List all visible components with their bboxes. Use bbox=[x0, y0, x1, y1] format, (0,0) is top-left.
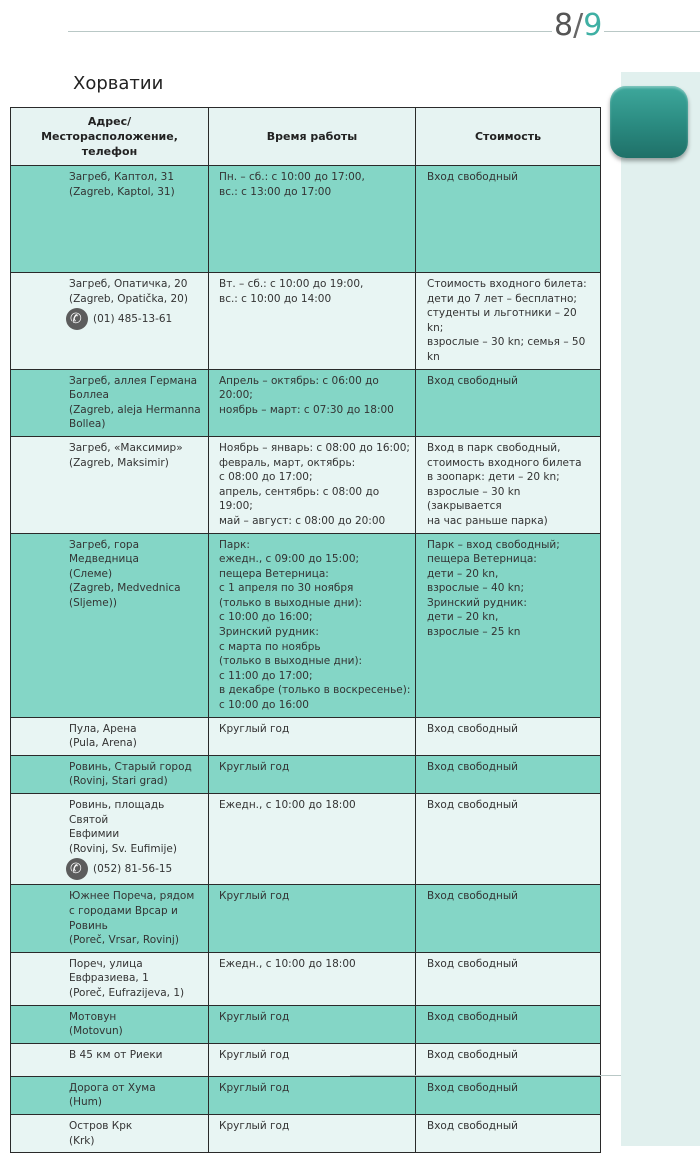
cell-address bbox=[11, 755, 209, 793]
cell-address bbox=[11, 273, 209, 370]
table-row bbox=[11, 533, 601, 717]
cell-cost: Вход свободный bbox=[416, 952, 601, 1005]
cell-hours: Круглый год bbox=[209, 1076, 416, 1114]
cell-hours: Пн. – сб.: с 10:00 до 17:00, вс.: с 13:00 до 17:00 bbox=[209, 166, 416, 273]
cell-cost: Вход свободный bbox=[416, 1005, 601, 1043]
table-row bbox=[11, 273, 601, 370]
address-text: Пула, Арена (Pula, Arena) bbox=[69, 722, 137, 750]
phone-line bbox=[69, 308, 204, 330]
header-cost: Стоимость bbox=[416, 108, 601, 166]
cell-hours: Круглый год bbox=[209, 1114, 416, 1152]
table-row bbox=[11, 369, 601, 436]
cell-cost: Вход в парк свободный, стоимость входного билета в зоопарк: дети – 20 kn; взрослые – 30 kn (закрывается на час раньше парка) bbox=[416, 436, 601, 533]
table-row bbox=[11, 952, 601, 1005]
header-rule-right bbox=[604, 31, 700, 32]
table-row bbox=[11, 1043, 601, 1076]
table-row bbox=[11, 1005, 601, 1043]
cell-hours: Парк: ежедн., с 09:00 до 15:00; пещера Ветерница: с 1 апреля по 30 ноября (только в выходные дни): с 10:00 до 16:00; Зринский рудник: с марта по ноябрь (только в выходные дни): с 11:00 до 17:00; в декабре (только в воскресенье): с 10:00 до 16:00 bbox=[209, 533, 416, 717]
table-row bbox=[11, 885, 601, 952]
header-address: Адрес/ Месторасположение, телефон bbox=[11, 108, 209, 166]
address-text: Ровинь, площадь Святой Евфимии (Rovinj, Sv. Eufimije) bbox=[69, 799, 177, 855]
cell-cost: Вход свободный bbox=[416, 1076, 601, 1114]
cell-address bbox=[11, 794, 209, 885]
cell-cost: Вход свободный bbox=[416, 1043, 601, 1076]
cell-hours: Круглый год bbox=[209, 1043, 416, 1076]
cell-address bbox=[11, 1005, 209, 1043]
phone-line bbox=[69, 858, 204, 880]
table-body bbox=[11, 166, 601, 1153]
phone-icon bbox=[66, 858, 88, 880]
cell-address bbox=[11, 1076, 209, 1114]
address-text: Загреб, «Максимир» (Zagreb, Maksimir) bbox=[69, 441, 183, 469]
cell-address bbox=[11, 166, 209, 273]
table-row bbox=[11, 1076, 601, 1114]
table-row bbox=[11, 436, 601, 533]
cell-hours: Вт. – сб.: с 10:00 до 19:00, вс.: с 10:00 до 14:00 bbox=[209, 273, 416, 370]
side-tab-button[interactable] bbox=[610, 86, 688, 158]
cell-hours: Круглый год bbox=[209, 1005, 416, 1043]
cell-hours: Ежедн., с 10:00 до 18:00 bbox=[209, 952, 416, 1005]
cell-hours: Круглый год bbox=[209, 885, 416, 952]
address-text: Южнее Пореча, рядом с городами Врсар и Ровинь (Poreč, Vrsar, Rovinj) bbox=[69, 890, 195, 947]
address-text: Загреб, гора Медведница (Слеме) (Zagreb, Medvednica (Sljeme)) bbox=[69, 538, 181, 609]
cell-hours: Апрель – октябрь: с 06:00 до 20:00; ноябрь – март: с 07:30 до 18:00 bbox=[209, 369, 416, 436]
cell-address bbox=[11, 369, 209, 436]
address-text: Остров Крк (Krk) bbox=[69, 1119, 133, 1147]
header-rule bbox=[68, 31, 552, 32]
cell-hours: Ежедн., с 10:00 до 18:00 bbox=[209, 794, 416, 885]
header-hours: Время работы bbox=[209, 108, 416, 166]
cell-address bbox=[11, 952, 209, 1005]
section-title: Хорватии bbox=[73, 73, 164, 94]
table-header-row bbox=[11, 108, 601, 166]
sites-table bbox=[10, 107, 601, 1153]
cell-address bbox=[11, 717, 209, 755]
page-number bbox=[554, 8, 602, 44]
page-current: 8 bbox=[554, 8, 574, 43]
address-text: Загреб, Каптол, 31 (Zagreb, Kaptol, 31) bbox=[69, 171, 175, 198]
cell-cost: Вход свободный bbox=[416, 794, 601, 885]
table-row bbox=[11, 166, 601, 273]
page-total: 9 bbox=[583, 8, 603, 43]
cell-cost: Вход свободный bbox=[416, 885, 601, 952]
address-text: Мотовун (Motovun) bbox=[69, 1010, 123, 1038]
phone-number: (01) 485-13-61 bbox=[93, 312, 173, 325]
cell-cost: Парк – вход свободный; пещера Ветерница: дети – 20 kn, взрослые – 40 kn; Зринский рудник: дети – 20 kn, взрослые – 25 kn bbox=[416, 533, 601, 717]
footer-rule bbox=[350, 1075, 621, 1076]
cell-cost: Вход свободный bbox=[416, 755, 601, 793]
address-text: Дорога от Хума (Hum) bbox=[69, 1081, 156, 1109]
cell-address bbox=[11, 533, 209, 717]
cell-address bbox=[11, 885, 209, 952]
phone-icon bbox=[66, 308, 88, 330]
address-text: Ровинь, Старый город (Rovinj, Stari grad) bbox=[69, 760, 192, 788]
cell-cost: Вход свободный bbox=[416, 166, 601, 273]
table-row bbox=[11, 1114, 601, 1152]
page-separator: / bbox=[573, 8, 584, 43]
cell-hours: Круглый год bbox=[209, 755, 416, 793]
cell-hours: Круглый год bbox=[209, 717, 416, 755]
table-row bbox=[11, 755, 601, 793]
cell-cost: Вход свободный bbox=[416, 717, 601, 755]
address-text: Пореч, улица Евфразиева, 1 (Poreč, Eufrazijeva, 1) bbox=[69, 957, 185, 999]
phone-number: (052) 81-56-15 bbox=[93, 863, 173, 876]
address-text: Загреб, Опатичка, 20 (Zagreb, Opatička, 20) bbox=[69, 278, 188, 305]
cell-cost: Вход свободный bbox=[416, 1114, 601, 1152]
cell-hours: Ноябрь – январь: с 08:00 до 16:00; февраль, март, октябрь: с 08:00 до 17:00; апрель, сентябрь: с 08:00 до 19:00; май – август: с 08:00 до 20:00 bbox=[209, 436, 416, 533]
cell-cost: Вход свободный bbox=[416, 369, 601, 436]
cell-address bbox=[11, 1114, 209, 1152]
address-text: В 45 км от Риеки bbox=[69, 1048, 163, 1061]
table-row bbox=[11, 794, 601, 885]
cell-address bbox=[11, 436, 209, 533]
cell-cost: Стоимость входного билета: дети до 7 лет – бесплатно; студенты и льготники – 20 kn; взрослые – 30 kn; семья – 50 kn bbox=[416, 273, 601, 370]
cell-address bbox=[11, 1043, 209, 1076]
table-row bbox=[11, 717, 601, 755]
side-panel bbox=[621, 72, 700, 1146]
address-text: Загреб, аллея Германа Боллеа (Zagreb, aleja Hermanna Bollea) bbox=[69, 374, 201, 431]
